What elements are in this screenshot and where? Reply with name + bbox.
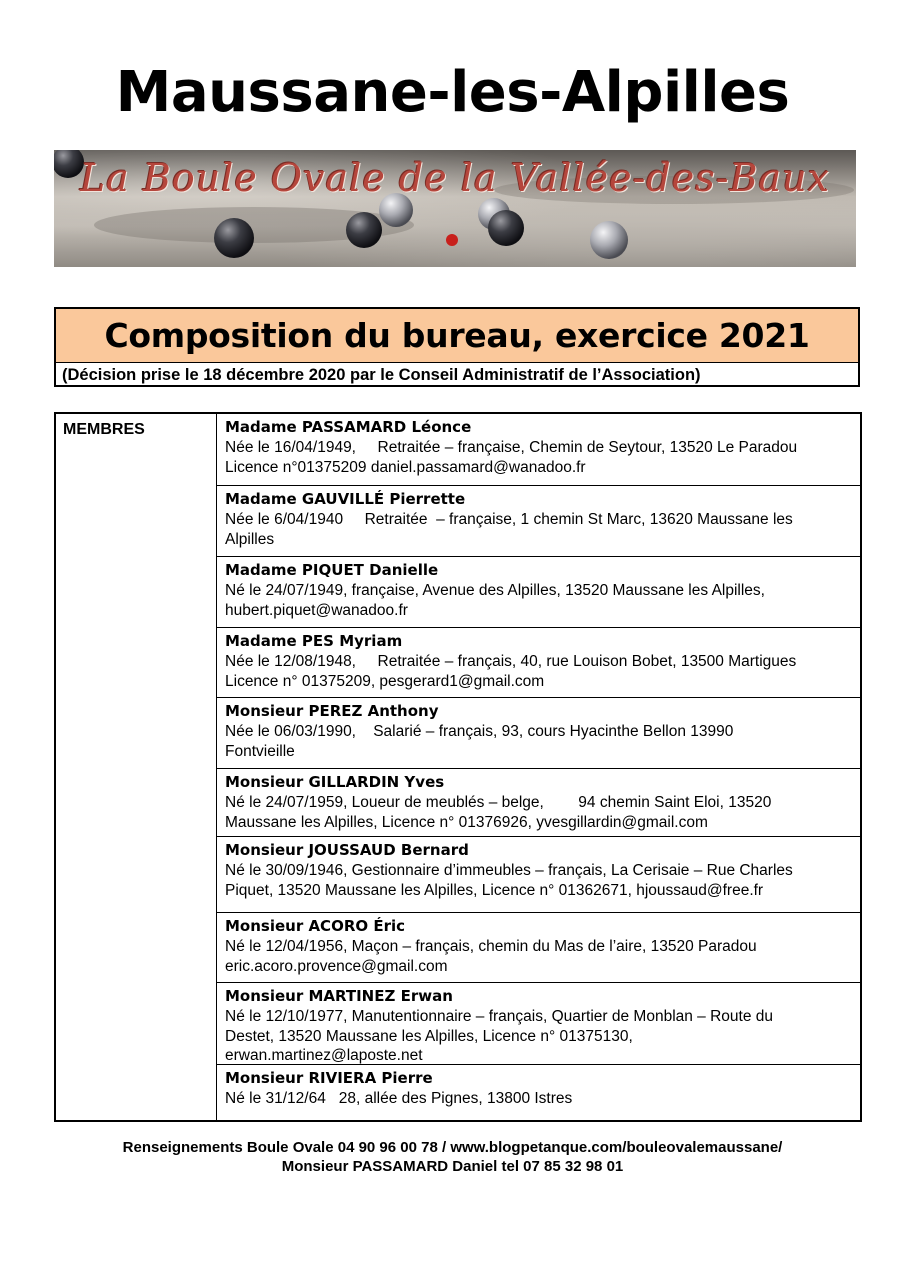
member-row [217, 486, 860, 557]
member-info: Né le 12/04/1956, Maçon – français, chemin du Mas de l’aire, 13520 Paradou eric.acoro.provence@gmail.com [225, 938, 757, 975]
member-name: Monsieur MARTINEZ Erwan [225, 987, 453, 1005]
member-name: Madame PES Myriam [225, 632, 403, 650]
heading-box [54, 307, 860, 387]
member-row [217, 698, 860, 769]
member-row [217, 913, 860, 983]
member-row [217, 983, 860, 1065]
member-info: Née le 06/03/1990, Salarié – français, 93, cours Hyacinthe Bellon 13990 Fontvieille [225, 723, 734, 760]
member-name: Monsieur JOUSSAUD Bernard [225, 841, 469, 859]
member-info: Née le 12/08/1948, Retraitée – français, 40, rue Louison Bobet, 13500 Martigues Licence n° 01375209, pesgerard1@gmail.com [225, 653, 797, 690]
footer-phone-line: Monsieur PASSAMARD Daniel tel 07 85 32 98 01 [281, 1158, 624, 1175]
member-name: Monsieur RIVIERA Pierre [225, 1069, 433, 1087]
member-info: Né le 12/10/1977, Manutentionnaire – français, Quartier de Monblan – Route du Destet, 13520 Maussane les Alpilles, Licence n° 01375130, erwan.martinez@laposte.net [225, 1008, 774, 1064]
member-row [217, 1065, 860, 1120]
banner-title: La Boule Ovale de la Vallée-des-Baux [79, 156, 831, 200]
footer-contact-line: Renseignements Boule Ovale 04 90 96 00 78 / www.blogpetanque.com/bouleovalemaussane/ [122, 1139, 783, 1156]
member-row [217, 557, 860, 628]
members-table [54, 412, 862, 1122]
member-row [217, 837, 860, 913]
member-info: Née le 6/04/1940 Retraitée – française, 1 chemin St Marc, 13620 Maussane les Alpilles [225, 511, 793, 548]
members-label: MEMBRES [63, 421, 145, 438]
member-name: Monsieur PEREZ Anthony [225, 702, 439, 720]
member-row [217, 769, 860, 837]
member-name: Madame PIQUET Danielle [225, 561, 439, 579]
member-name: Madame GAUVILLÉ Pierrette [225, 490, 466, 508]
heading-subtitle: (Décision prise le 18 décembre 2020 par le Conseil Administratif de l’Association) [62, 366, 701, 384]
member-name: Monsieur GILLARDIN Yves [225, 773, 445, 791]
page-title: Maussane-les-Alpilles [115, 60, 790, 125]
member-name: Madame PASSAMARD Léonce [225, 418, 472, 436]
footer [0, 1138, 905, 1176]
member-row [217, 414, 860, 486]
heading-title: Composition du bureau, exercice 2021 [56, 309, 858, 363]
banner-image [54, 150, 856, 267]
member-info: Née le 16/04/1949, Retraitée – française, Chemin de Seytour, 13520 Le Paradou Licence n°01375209 daniel.passamard@wanadoo.fr [225, 439, 798, 476]
member-info: Né le 30/09/1946, Gestionnaire d’immeubles – français, La Cerisaie – Rue Charles Piquet, 13520 Maussane les Alpilles, Licence n° 01362671, hjoussaud@free.fr [225, 862, 793, 899]
member-info: Né le 24/07/1959, Loueur de meublés – belge, 94 chemin Saint Eloi, 13520 Maussane les Alpilles, Licence n° 01376926, yvesgillardin@gmail.com [225, 794, 772, 831]
member-info: Né le 31/12/64 28, allée des Pignes, 13800 Istres [225, 1090, 573, 1107]
member-info: Né le 24/07/1949, française, Avenue des Alpilles, 13520 Maussane les Alpilles, hubert.piquet@wanadoo.fr [225, 582, 765, 619]
member-row [217, 628, 860, 698]
member-name: Monsieur ACORO Éric [225, 917, 406, 935]
